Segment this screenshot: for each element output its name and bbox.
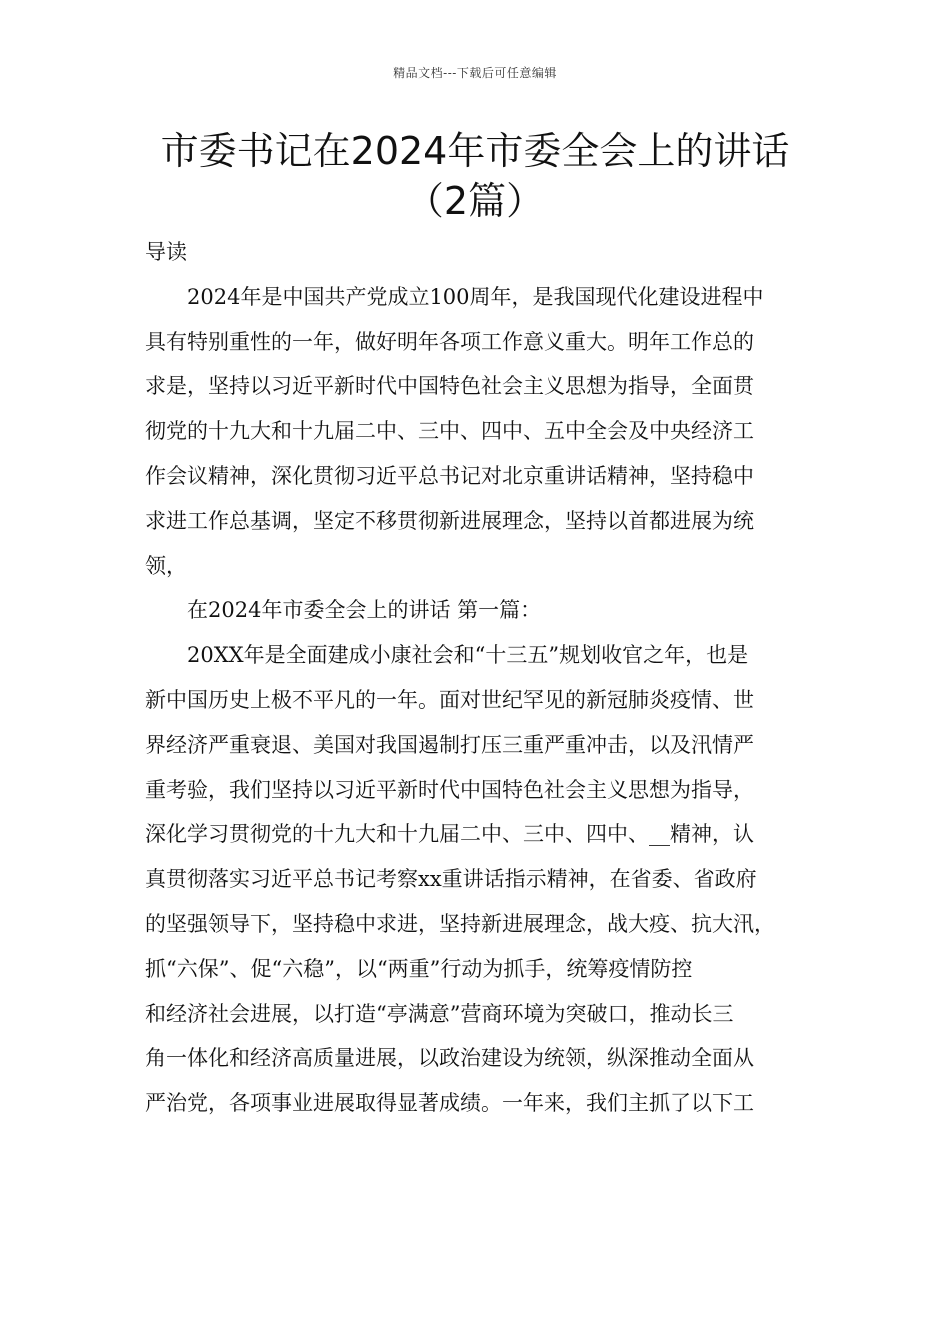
intro-line: 作会议精神，深化贯彻习近平总书记对北京重讲话精神，坚持稳中 [145,463,754,488]
speech-line: 20XX年是全面建成小康社会和“十三五”规划收官之年，也是 [187,643,749,668]
speech-line: 的坚强领导下，坚持稳中求进，坚持新进展理念，战大疫、抗大汛， [145,911,775,936]
document-title [80,126,870,226]
speech-paragraph [145,633,807,1126]
speech-line: 真贯彻落实习近平总书记考察xx重讲话指示精神，在省委、省政府 [145,867,757,892]
section-subheading: 在2024年市委全会上的讲话 第一篇： [187,598,542,623]
intro-line: 领， [145,553,187,578]
document-body [145,230,807,1126]
intro-line: 求是，坚持以习近平新时代中国特色社会主义思想为指导，全面贯 [145,374,754,399]
speech-line: 界经济严重衰退、美国对我国遏制打压三重严重冲击，以及汛情严 [145,732,754,757]
speech-line: 重考验，我们坚持以习近平新时代中国特色社会主义思想为指导， [145,777,754,802]
speech-line: 严治党，各项事业进展取得显著成绩。一年来，我们主抓了以下工 [145,1091,754,1116]
title-line-1: 市委书记在2024年市委全会上的讲话 [160,129,790,173]
intro-line: 求进工作总基调，坚定不移贯彻新进展理念，坚持以首都进展为统 [145,508,754,533]
page-header: 精品文档---下载后可任意编辑 [393,66,557,80]
speech-line: 角一体化和经济高质量进展，以政治建设为统领，纵深推动全面从 [145,1046,754,1071]
intro-line: 具有特别重性的一年，做好明年各项工作意义重大。明年工作总的 [145,329,754,354]
title-line-2: （2篇） [405,179,545,223]
intro-line: 彻党的十九大和十九届二中、三中、四中、五中全会及中央经济工 [145,419,754,444]
section-label: 导读 [145,240,187,264]
speech-line: 新中国历史上极不平凡的一年。面对世纪罕见的新冠肺炎疫情、世 [145,687,754,712]
speech-line: 深化学习贯彻党的十九大和十九届二中、三中、四中、__精神，认 [145,822,754,847]
speech-line: 抓“六保”、促“六稳”，以“两重”行动为抓手，统筹疫情防控 [145,956,693,981]
intro-line: 2024年是中国共产党成立100周年，是我国现代化建设进程中 [187,284,764,309]
intro-paragraph [145,275,807,589]
speech-line: 和经济社会进展，以打造“亭满意”营商环境为突破口，推动长三 [145,1001,734,1026]
